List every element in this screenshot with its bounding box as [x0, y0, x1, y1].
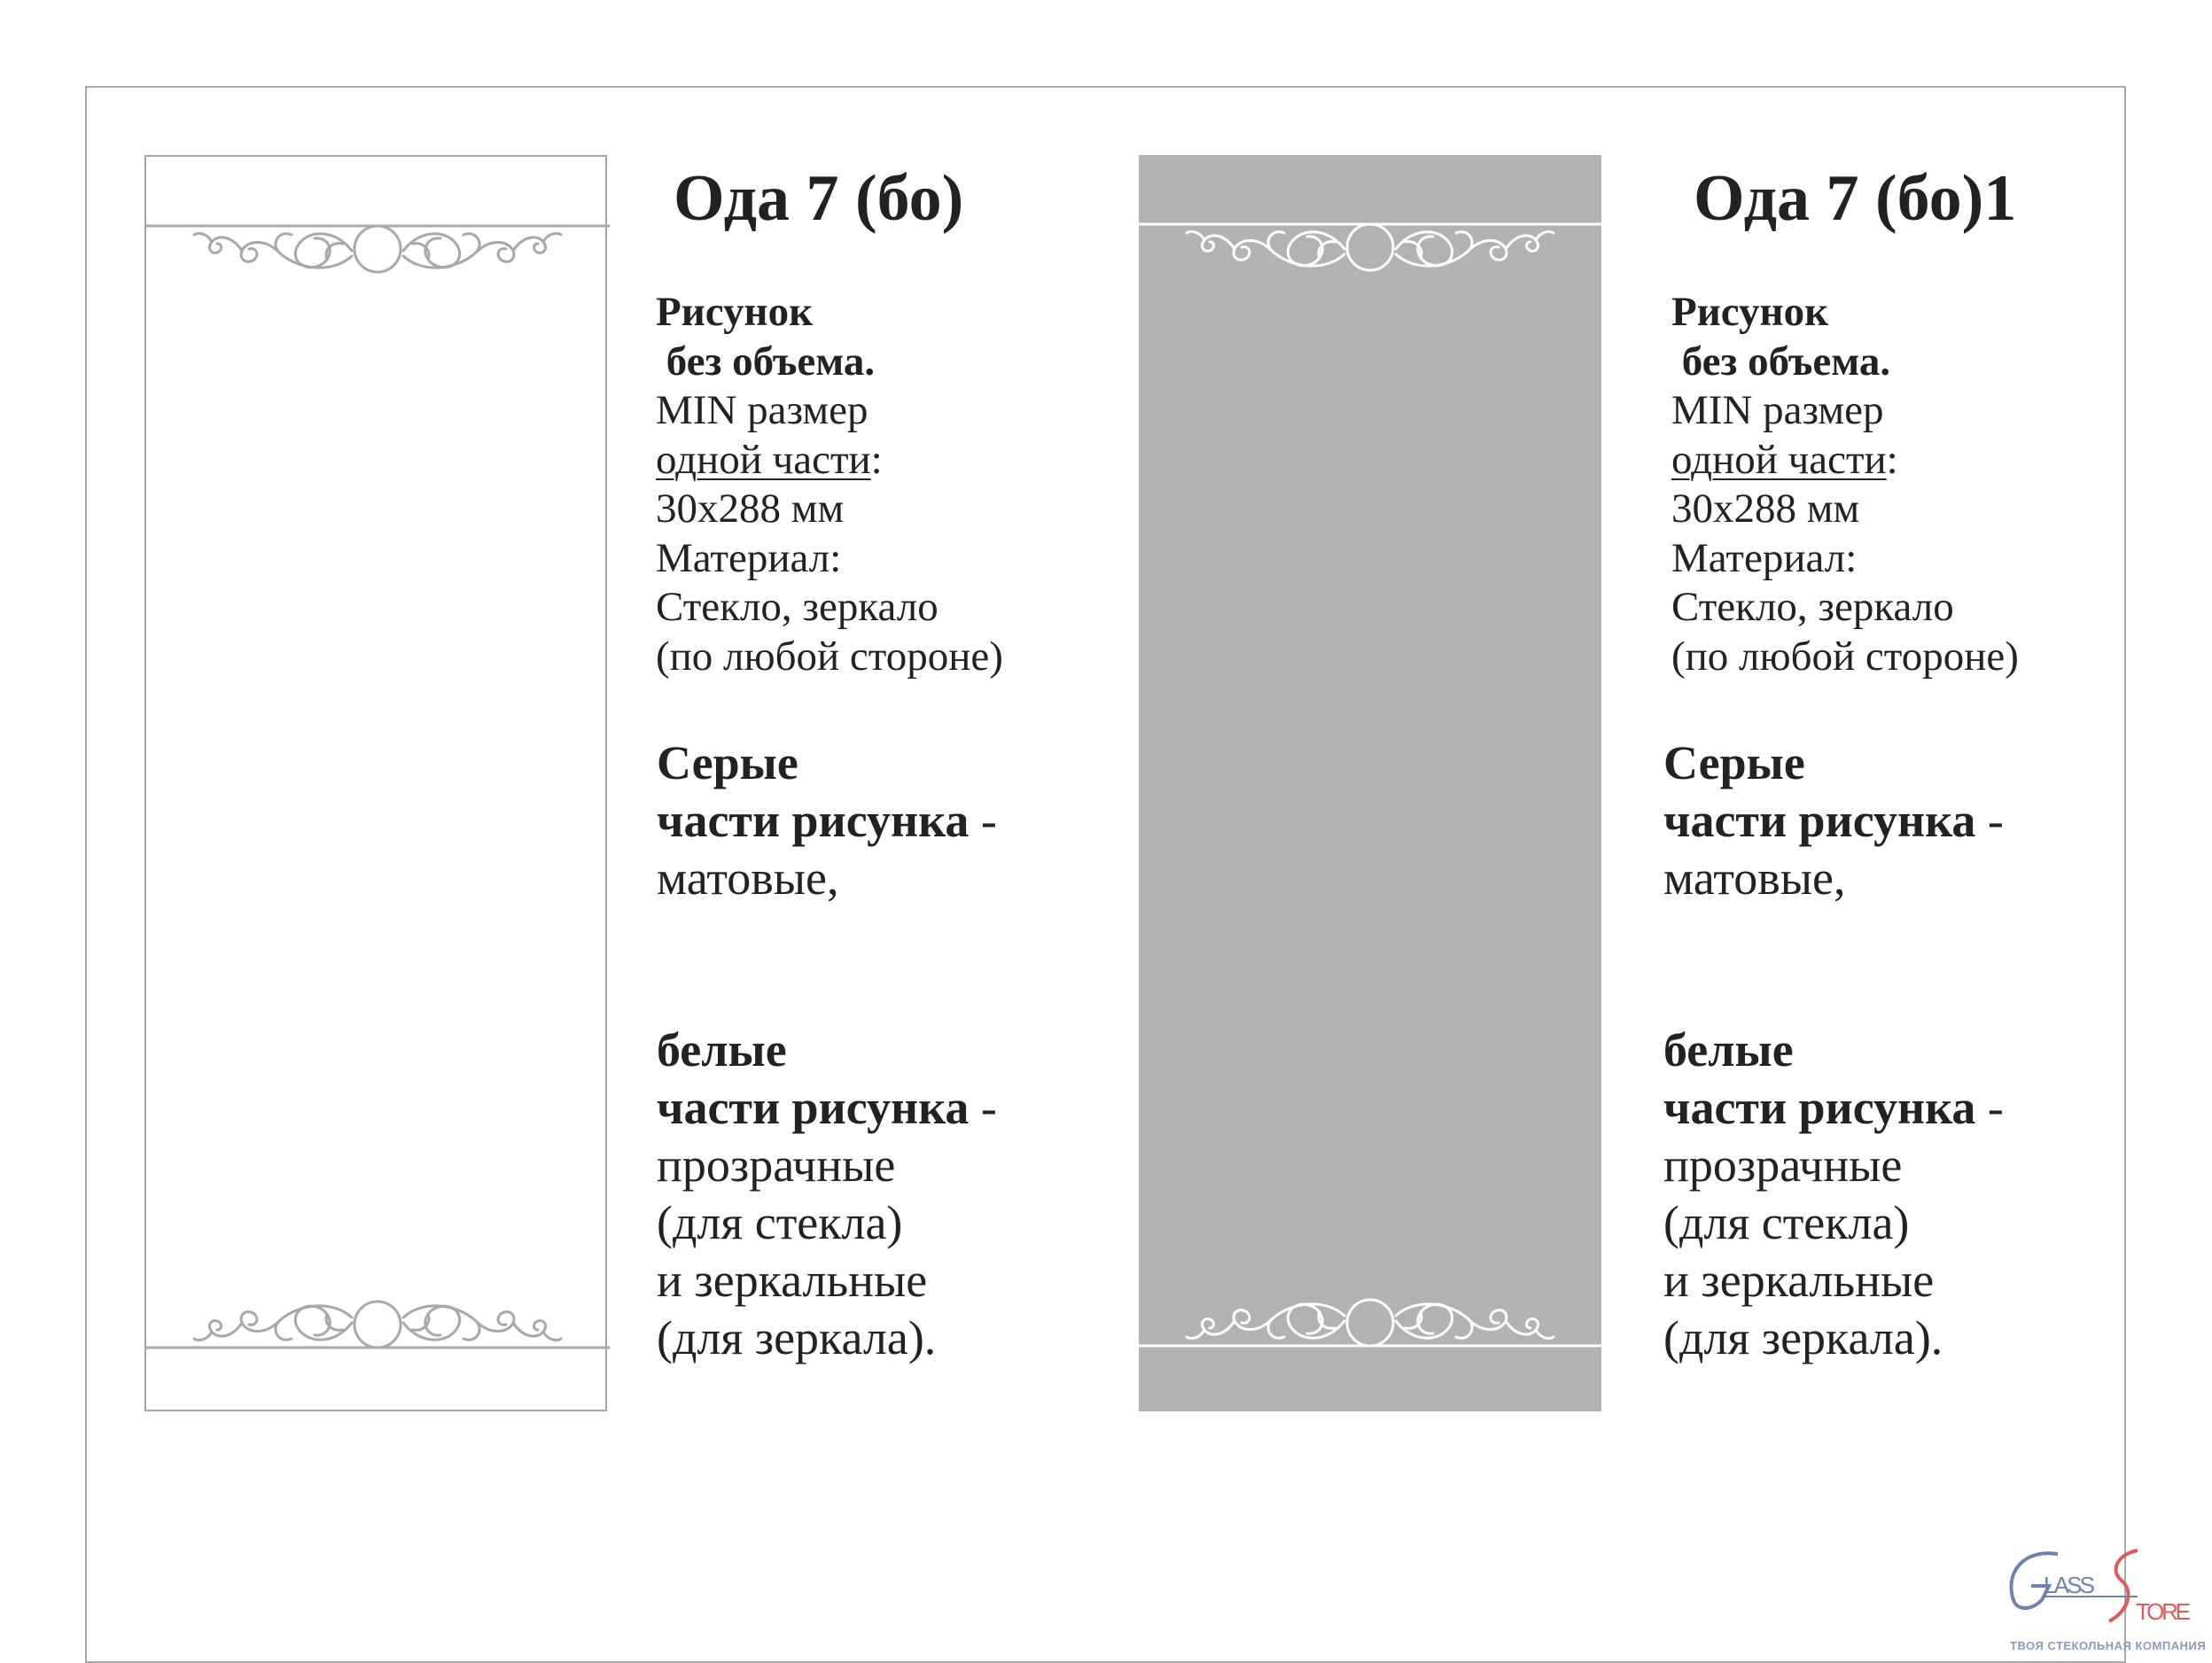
legend-line: Серые	[1663, 736, 1805, 789]
desc-underlined: одной части	[1671, 436, 1887, 483]
ornament-scroll	[1187, 1330, 1204, 1339]
ornament-scroll	[194, 1332, 212, 1341]
desc-line: MIN размер	[1671, 387, 1884, 433]
desc-colon: :	[1886, 436, 1898, 483]
legend-line: и зеркальные	[1663, 1254, 1935, 1307]
ornament-scroll-mirror	[513, 1321, 545, 1337]
legend-bold: части рисунка	[1663, 1081, 1976, 1134]
ornament-scroll	[194, 233, 212, 242]
color-legend	[1663, 734, 2004, 1367]
legend-line: матовые,	[1663, 851, 1846, 905]
legend-line: белые	[1663, 1023, 1794, 1076]
product-description	[1671, 288, 2019, 681]
ornament-scroll-mirror	[1468, 241, 1507, 260]
ornament-scroll-mirror	[543, 1332, 561, 1341]
ornament-bottom	[1139, 1280, 1601, 1360]
ornament-scroll-mirror	[476, 243, 514, 262]
ornament-scroll	[1203, 236, 1235, 252]
desc-line	[656, 436, 1003, 486]
ornament-top	[1139, 210, 1601, 290]
desc-line: MIN размер	[656, 387, 868, 433]
legend-line	[657, 1079, 997, 1137]
legend-line: (для зеркала).	[657, 1311, 937, 1364]
desc-line	[1671, 436, 2019, 486]
ornament-center-circle	[354, 226, 401, 272]
desc-line: без объема.	[1671, 338, 1891, 385]
legend-dash: -	[1975, 794, 2004, 847]
legend-line: Серые	[657, 736, 798, 789]
ornament-scroll-mirror	[1506, 236, 1538, 252]
legend-bold: части рисунка	[657, 1081, 970, 1134]
legend-line: (для стекла)	[657, 1196, 903, 1249]
glass-store-logo	[2005, 1547, 2212, 1653]
product-description	[656, 288, 1003, 681]
desc-underlined: одной части	[656, 436, 871, 483]
ornament-scroll	[241, 1312, 279, 1332]
design-preview-plain	[144, 155, 607, 1411]
product-title: Ода 7 (бо)	[674, 162, 964, 235]
legend-line: и зеркальные	[657, 1254, 928, 1307]
desc-size: 30x288 мм	[1671, 486, 1860, 532]
ornament-scroll	[210, 237, 242, 253]
legend-line: (для стекла)	[1663, 1196, 1910, 1249]
desc-line: Материал:	[1671, 534, 1858, 581]
ornament-scroll-mirror	[1506, 1319, 1538, 1335]
ornament-scroll-mirror	[1536, 231, 1554, 240]
ornament-top	[146, 212, 609, 291]
logo-tagline: ТВОЯ СТЕКОЛЬНАЯ КОМПАНИЯ	[2010, 1639, 2207, 1652]
ornament-scroll-mirror	[1536, 1330, 1554, 1339]
logo-text-tore: TORE	[2136, 1598, 2191, 1625]
legend-line: белые	[657, 1023, 787, 1076]
legend-line: (для зеркала).	[1663, 1311, 1943, 1364]
desc-material: Стекло, зеркало	[656, 584, 939, 630]
color-legend	[657, 734, 997, 1367]
legend-spacer	[657, 907, 997, 1022]
ornament-scroll	[1234, 241, 1272, 260]
ornament-center-circle	[1347, 224, 1393, 270]
design-preview-matte	[1139, 155, 1601, 1411]
ornament-scroll	[1234, 1310, 1272, 1330]
legend-dash: -	[969, 794, 997, 847]
desc-size: 30x288 мм	[656, 486, 845, 532]
legend-spacer	[1663, 907, 2004, 1022]
desc-line: Рисунок	[656, 289, 814, 335]
desc-material: Стекло, зеркало	[1671, 584, 1954, 630]
ornament-scroll	[210, 1321, 242, 1337]
desc-line: (по любой стороне)	[1671, 633, 2019, 680]
ornament-scroll-mirror	[543, 233, 561, 242]
desc-line: без объема.	[656, 338, 876, 385]
desc-line: Материал:	[656, 534, 842, 581]
ornament-scroll	[241, 243, 279, 262]
legend-line	[1663, 1079, 2004, 1137]
legend-line: прозрачные	[1663, 1138, 1903, 1192]
product-title: Ода 7 (бо)1	[1694, 162, 2017, 235]
ornament-center-circle	[354, 1302, 401, 1348]
legend-bold: части рисунка	[1663, 794, 1976, 847]
legend-line	[657, 792, 997, 850]
ornament-scroll-mirror	[513, 237, 545, 253]
logo-swoosh-s	[2109, 1550, 2138, 1621]
legend-dash: -	[1975, 1081, 2004, 1134]
desc-line: (по любой стороне)	[656, 633, 1003, 680]
legend-line: матовые,	[657, 851, 839, 905]
ornament-center-circle	[1347, 1300, 1393, 1346]
legend-dash: -	[969, 1081, 997, 1134]
desc-line: Рисунок	[1671, 289, 1829, 335]
desc-colon: :	[870, 436, 883, 483]
ornament-scroll	[1187, 231, 1204, 240]
legend-bold: части рисунка	[657, 794, 970, 847]
legend-line: прозрачные	[657, 1138, 896, 1192]
ornament-bottom	[146, 1282, 609, 1362]
ornament-scroll	[1203, 1319, 1235, 1335]
logo-text-lass: LASS	[2044, 1572, 2095, 1598]
ornament-scroll-mirror	[476, 1312, 514, 1332]
legend-line	[1663, 792, 2004, 850]
ornament-scroll-mirror	[1468, 1310, 1507, 1330]
